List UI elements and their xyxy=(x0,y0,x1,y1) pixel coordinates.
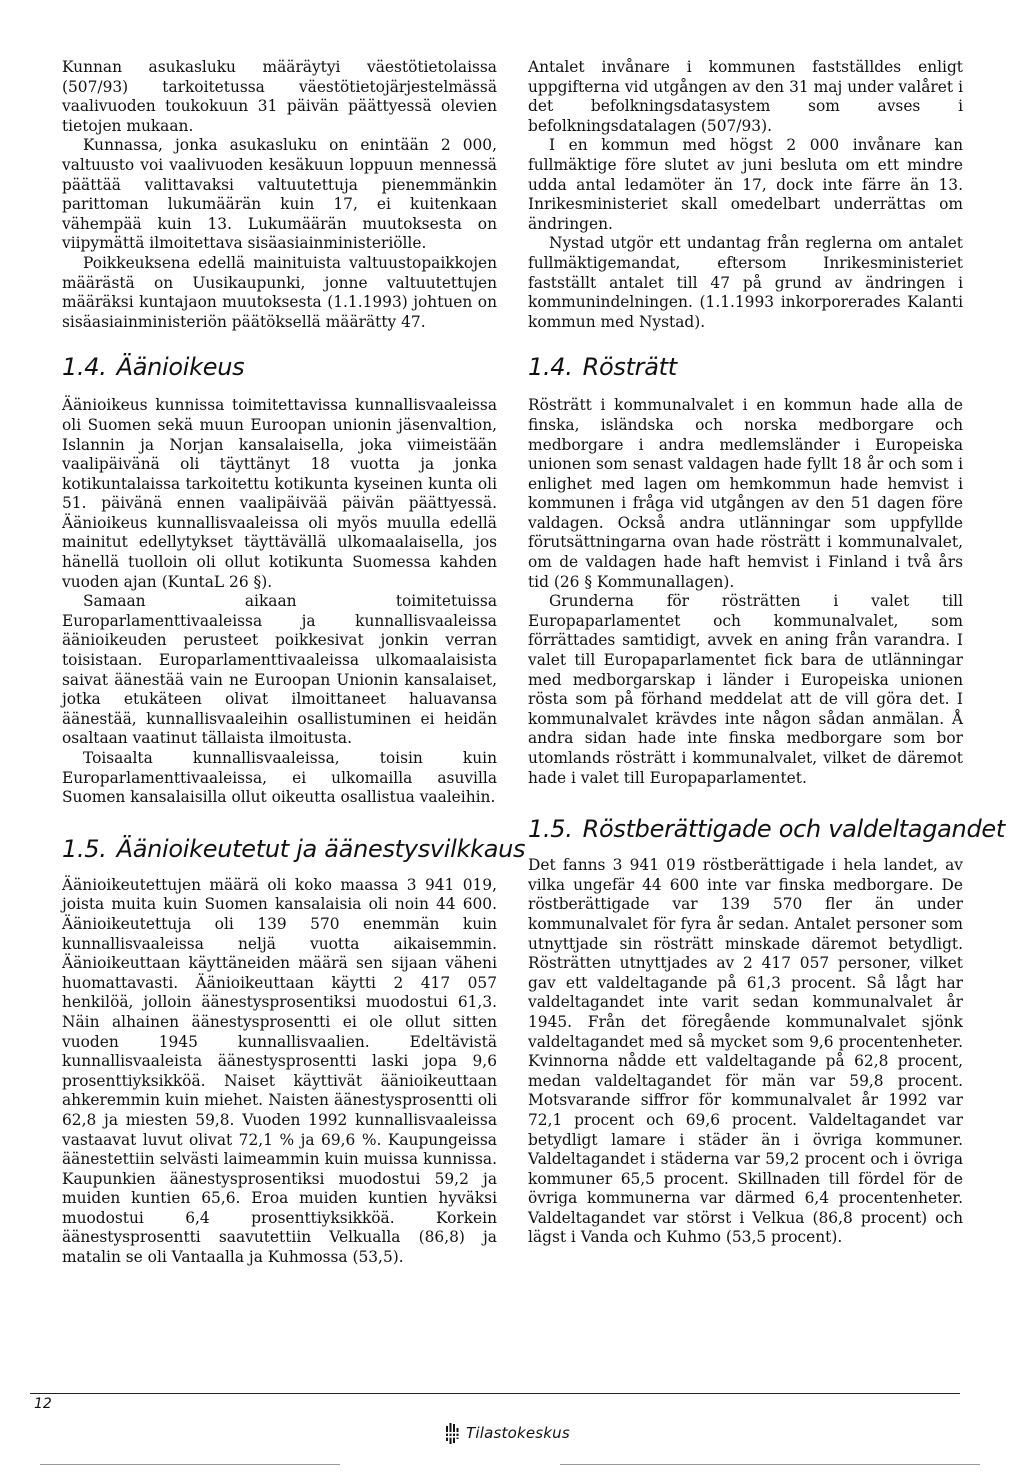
fi-section-1-4-number: 1.4. xyxy=(62,353,107,382)
fi-s14-paragraph-1: Äänioikeus kunnissa toimitettavissa kunnallisvaaleissa oli Suomen sekä muun Euroopan unionin jäsenvaltion, Islannin ja Norjan kansalaisella, joka viimeistään vaalipäivänä oli täyttänyt 18 vuotta ja jonka kotikuntalaissa tarkoitettu kotikunta kyseinen kunta oli 51. päivänä ennen vaalipäivää päivän päättyessä. Äänioikeus kunnallisvaaleissa oli myös muulla edellä mainitut edellytykset täyttävällä ulkomaalaisella, jos hänellä tuolloin oli ollut kotikunta Suomessa kahden vuoden ajan (KuntaL 26 §). xyxy=(62,396,497,591)
fi-section-1-4-title: Äänioikeus xyxy=(116,353,245,382)
fi-intro-paragraph-1: Kunnan asukasluku määräytyi väestötietolaissa (507/93) tarkoitetussa väestötietojärjestelmässä vaalivuoden toukokuun 31 päivän päättyessä olevien tietojen mukaan. xyxy=(62,58,497,135)
publisher-name: Tilastokeskus xyxy=(466,1424,570,1442)
scan-artifact-line xyxy=(40,1464,340,1465)
sv-s14-paragraph-2: Grunderna för rösträtten i valet till Europaparlamentet och kommunalvalet, som förrättades samtidigt, avvek en aning från varandra. I valet till Europaparlamentet fick bara de utlänningar med medborgarskap i länder i Europeiska unionen rösta som på förhand meddelat att de vill göra det. I kommunalvalet krävdes inte någon sådan anmälan. Å andra sidan hade inte finska medborgare som bor utomlands rösträtt i kommunalvalet, vilket de däremot hade i valet till Europaparlamentet. xyxy=(528,592,963,787)
fi-section-1-5-heading xyxy=(62,834,526,864)
sv-intro-paragraph-2: I en kommun med högst 2 000 invånare kan fullmäktige före slutet av juni besluta om ett mindre udda antal ledamöter än 17, dock inte färre än 13. Inrikesministeriet skall omedelbart underrättas om ändringen. xyxy=(528,136,963,233)
sv-intro-paragraph-3: Nystad utgör ett undantag från reglerna om antalet fullmäktigemandat, eftersom Inrikesministeriet fastställt antalet till 47 på grund av ändringen i kommunindelningen. (1.1.1993 inkorporerades Kalanti kommun med Nystad). xyxy=(528,234,963,331)
fi-intro-paragraph-3: Poikkeuksena edellä mainituista valtuustopaikkojen määrästä on Uusikaupunki, jonne valtuutettujen määräksi kuntajaon muutoksesta (1.1.1993) johtuen on sisäasiainministeriön päätöksellä määrätty 47. xyxy=(62,253,497,331)
fi-section-1-5-number: 1.5. xyxy=(62,834,107,863)
sv-section-1-5-heading xyxy=(528,814,1005,844)
sv-section-1-5-number: 1.5. xyxy=(528,815,573,844)
tilastokeskus-logo-icon xyxy=(444,1422,460,1444)
scan-artifact-line xyxy=(560,1464,980,1465)
fi-intro-paragraph-2: Kunnassa, jonka asukasluku on enintään 2 000, valtuusto voi vaalivuoden kesäkuun loppuun mennessä päättää valittavaksi valtuutettuja pienemmänkin parittoman lukumäärän kuin 17, ei kuitenkaan vähempää kuin 13. Lukumäärän muutoksesta on viipymättä ilmoitettava sisäasiainministeriölle. xyxy=(62,136,497,253)
fi-section-1-5-title: Äänioikeutetut ja äänestysvilkkaus xyxy=(116,834,526,863)
sv-intro-paragraph-1: Antalet invånare i kommunen fastställdes enligt uppgifterna vid utgången av den 31 maj under valåret i det befolkningsdatasystem som avses i befolkningsdatalagen (507/93). xyxy=(528,58,963,135)
sv-s14-paragraph-1: Rösträtt i kommunalvalet i en kommun hade alla de finska, isländska och norska medborgare och medborgare i andra medlemsländer i Europeiska unionen som senast valdagen hade fyllt 18 år och som i enlighet med lagen om hemkommun hade hemvist i kommunen i fråga vid utgången av den 51 dagen före valdagen. Också andra utlänningar som uppfyllde förutsättningarna ovan hade rösträtt i kommunalvalet, om de valdagen hade haft hemvist i Finland i två års tid (26 § Kommunallagen). xyxy=(528,396,963,591)
page-number: 12 xyxy=(34,1396,52,1412)
sv-section-1-4-title: Rösträtt xyxy=(582,353,677,382)
swedish-column xyxy=(528,58,1005,1248)
finnish-column xyxy=(62,58,526,1268)
fi-s14-paragraph-3: Toisaalta kunnallisvaaleissa, toisin kuin Europarlamenttivaaleissa, ei ulkomailla asuvilla Suomen kansalaisilla ollut oikeutta osallistua vaaleihin. xyxy=(62,749,497,807)
sv-section-1-5-title: Röstberättigade och valdeltagandet xyxy=(582,815,1005,844)
sv-section-1-4-number: 1.4. xyxy=(528,353,573,382)
sv-s15-paragraph-1: Det fanns 3 941 019 röstberättigade i hela landet, av vilka ungefär 44 600 inte var finska medborgare. De röstberättigade var 139 570 fler än under kommunalvalet för fyra år sedan. Antalet personer som utnyttjade sin rösträtt minskade däremot betydligt. Rösträtten utnyttjades av 2 417 057 personer, vilket gav ett valdeltagande på 61,3 procent. Så lågt har valdeltagandet inte varit sedan kommunalvalet år 1945. Från det föregående kommunalvalet sjönk valdeltagandet med så mycket som 9,6 procentenheter. Kvinnorna nådde ett valdeltagande på 62,8 procent, medan valdeltagandet för män var 59,8 procent. Motsvarande siffror för kommunalvalet år 1992 var 72,1 procent och 69,6 procent. Valdeltagandet var betydligt lamare i städer än i övriga kommuner. Valdeltagandet i städerna var 59,2 procent och i övriga kommuner 65,5 procent. Skillnaden till fördel för de övriga kommunerna var därmed 6,4 procentenheter. Valdeltagandet var störst i Velkua (86,8 procent) och lägst i Vanda och Kuhmo (53,5 procent). xyxy=(528,856,963,1247)
sv-section-1-4-heading xyxy=(528,352,963,382)
publisher-brand xyxy=(444,1422,570,1444)
footer-divider xyxy=(30,1393,960,1394)
fi-s15-paragraph-1: Äänioikeutettujen määrä oli koko maassa 3 941 019, joista muita kuin Suomen kansalaisia oli noin 44 600. Äänioikeutettuja oli 139 570 enemmän kuin kunnallisvaaleissa neljä vuotta aikaisemmin. Äänioikeuttaan käyttäneiden määrä sen sijaan väheni huomattavasti. Äänioikeuttaan käytti 2 417 057 henkilöä, jolloin äänestysprosentiksi muodostui 61,3. Näin alhainen äänestysprosentti ei ole ollut sitten vuoden 1945 kunnallisvaalien. Edeltävistä kunnallisvaaleista äänestysprosentti laski jopa 9,6 prosenttiyksikköä. Naiset käyttivät äänioikeuttaan ahkeremmin kuin miehet. Naisten äänestysprosentti oli 62,8 ja miesten 59,8. Vuoden 1992 kunnallisvaaleissa vastaavat luvut olivat 72,1 % ja 69,6 %. Kaupungeissa äänestettiin selvästi laimeammin kuin muissa kunnissa. Kaupunkien äänestysprosentiksi muodostui 59,2 ja muiden kuntien 65,6. Eroa muiden kuntien hyväksi muodostui 6,4 prosenttiyksikköä. Korkein äänestysprosentti saavutettiin Velkualla (86,8) ja matalin se oli Vantaalla ja Kuhmossa (53,5). xyxy=(62,875,497,1267)
fi-section-1-4-heading xyxy=(62,352,497,382)
fi-s14-paragraph-2: Samaan aikaan toimitetuissa Europarlamenttivaaleissa ja kunnallisvaaleissa äänioikeuden perusteet poikkesivat jonkin verran toisistaan. Europarlamenttivaaleissa ulkomaalaisista saivat äänestää vain ne Euroopan Unionin kansalaiset, jotka etukäteen olivat ilmoittaneet haluavansa äänestää, kunnallisvaaleihin osallistuminen ei heidän osaltaan vaatinut tällaista ilmoitusta. xyxy=(62,592,497,748)
